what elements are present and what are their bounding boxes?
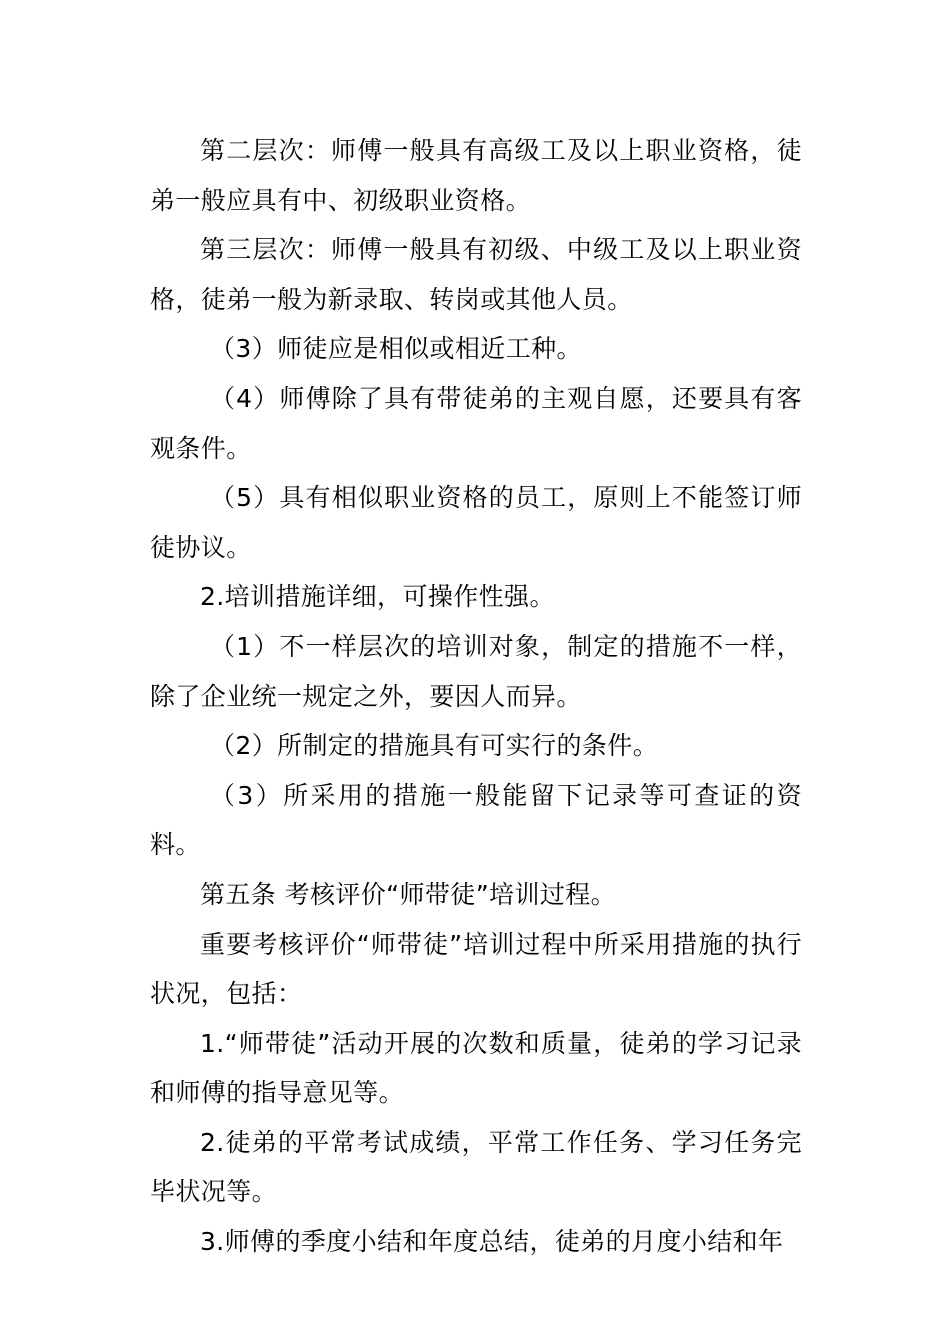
paragraph: 2.徒弟的平常考试成绩，平常工作任务、学习任务完毕状况等。 [150, 1127, 802, 1207]
paragraph: 3.师傅的季度小结和年度总结，徒弟的月度小结和年 [200, 1227, 784, 1257]
paragraph: （3）所采用的措施一般能留下记录等可查证的资料。 [150, 780, 802, 860]
paragraph: （5）具有相似职业资格的员工，原则上不能签订师徒协议。 [150, 483, 802, 562]
paragraph: （1）不一样层次的培训对象，制定的措施不一样，除了企业统一规定之外，要因人而异。 [150, 631, 802, 711]
paragraph: （4）师傅除了具有带徒弟的主观自愿，还要具有客观条件。 [150, 383, 802, 463]
paragraph: 第二层次：师傅一般具有高级工及以上职业资格，徒弟一般应具有中、初级职业资格。 [150, 136, 802, 215]
document-body [150, 126, 802, 1267]
paragraph: 重要考核评价“师带徒”培训过程中所采用措施的执行状况，包括： [150, 929, 802, 1009]
paragraph: 1.“师带徒”活动开展的次数和质量，徒弟的学习记录和师傅的指导意见等。 [150, 1028, 802, 1108]
paragraph: （2）所制定的措施具有可实行的条件。 [210, 731, 659, 761]
paragraph: 第三层次：师傅一般具有初级、中级工及以上职业资格，徒弟一般为新录取、转岗或其他人员。 [150, 235, 802, 314]
paragraph: （3）师徒应是相似或相近工种。 [210, 334, 582, 364]
paragraph: 第五条 考核评价“师带徒”培训过程。 [200, 879, 617, 909]
paragraph: 2.培训措施详细，可操作性强。 [200, 582, 555, 612]
